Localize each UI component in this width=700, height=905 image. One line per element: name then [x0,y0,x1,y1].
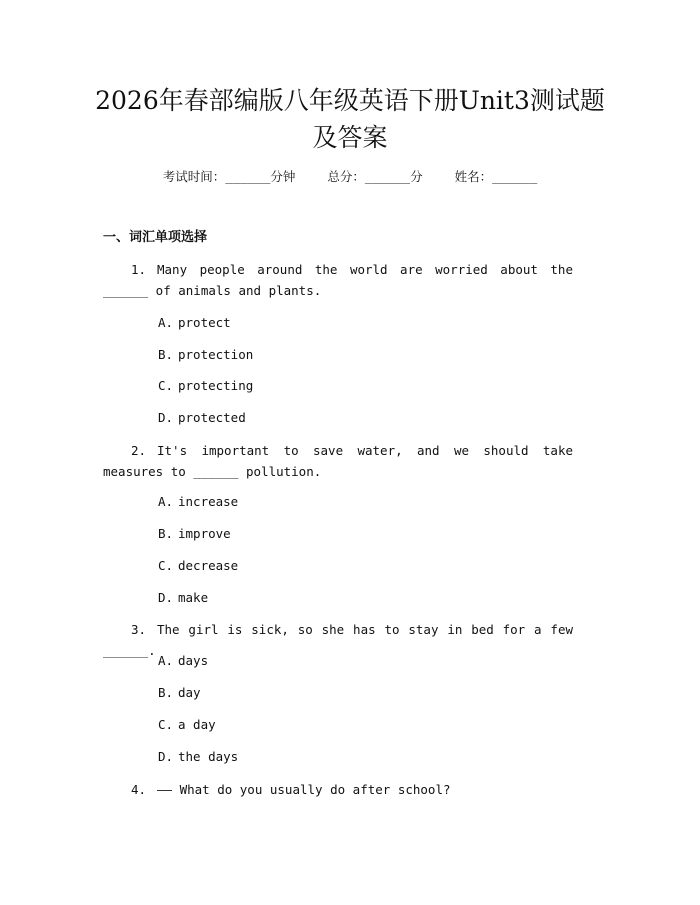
question-3-option-b: B. day [158,685,201,700]
exam-time-field: 考试时间：______分钟 [162,169,296,184]
question-number: 4. [131,782,147,797]
question-text: —— What do you usually do after school? [157,782,451,797]
section-heading-vocabulary: 一、词汇单项选择 [103,230,208,245]
question-3-option-a: A. days [158,653,209,668]
question-number: 1. [131,262,147,277]
question-1-option-b: B. protection [158,347,254,362]
question-number: 2. [131,443,147,458]
question-2-option-c: C. decrease [158,558,239,573]
total-score-field: 总分：______分 [327,169,423,184]
document-title: 2026年春部编版八年级英语下册Unit3测试题及答案 [95,86,605,152]
question-2-option-a: A. increase [158,494,239,509]
question-text: The girl is sick, so she has to stay in bed for a few ______. [103,622,573,658]
question-1-option-a: A. protect [158,315,231,330]
question-2-option-d: D. make [158,590,209,605]
question-text: It's important to save water, and we should take measures to ______ pollution. [103,443,573,479]
question-1 [103,259,573,301]
question-1-option-d: D. protected [158,410,246,425]
question-2 [103,440,573,482]
exam-info-line [0,168,700,186]
question-4 [103,779,573,800]
question-2-option-b: B. improve [158,526,231,541]
question-3-option-d: D. the days [158,749,239,764]
student-name-field: 姓名：______ [454,169,538,184]
question-3-option-c: C. a day [158,717,216,732]
question-number: 3. [131,622,147,637]
question-text: Many people around the world are worried about the ______ of animals and plants. [103,262,573,298]
question-1-option-c: C. protecting [158,378,254,393]
